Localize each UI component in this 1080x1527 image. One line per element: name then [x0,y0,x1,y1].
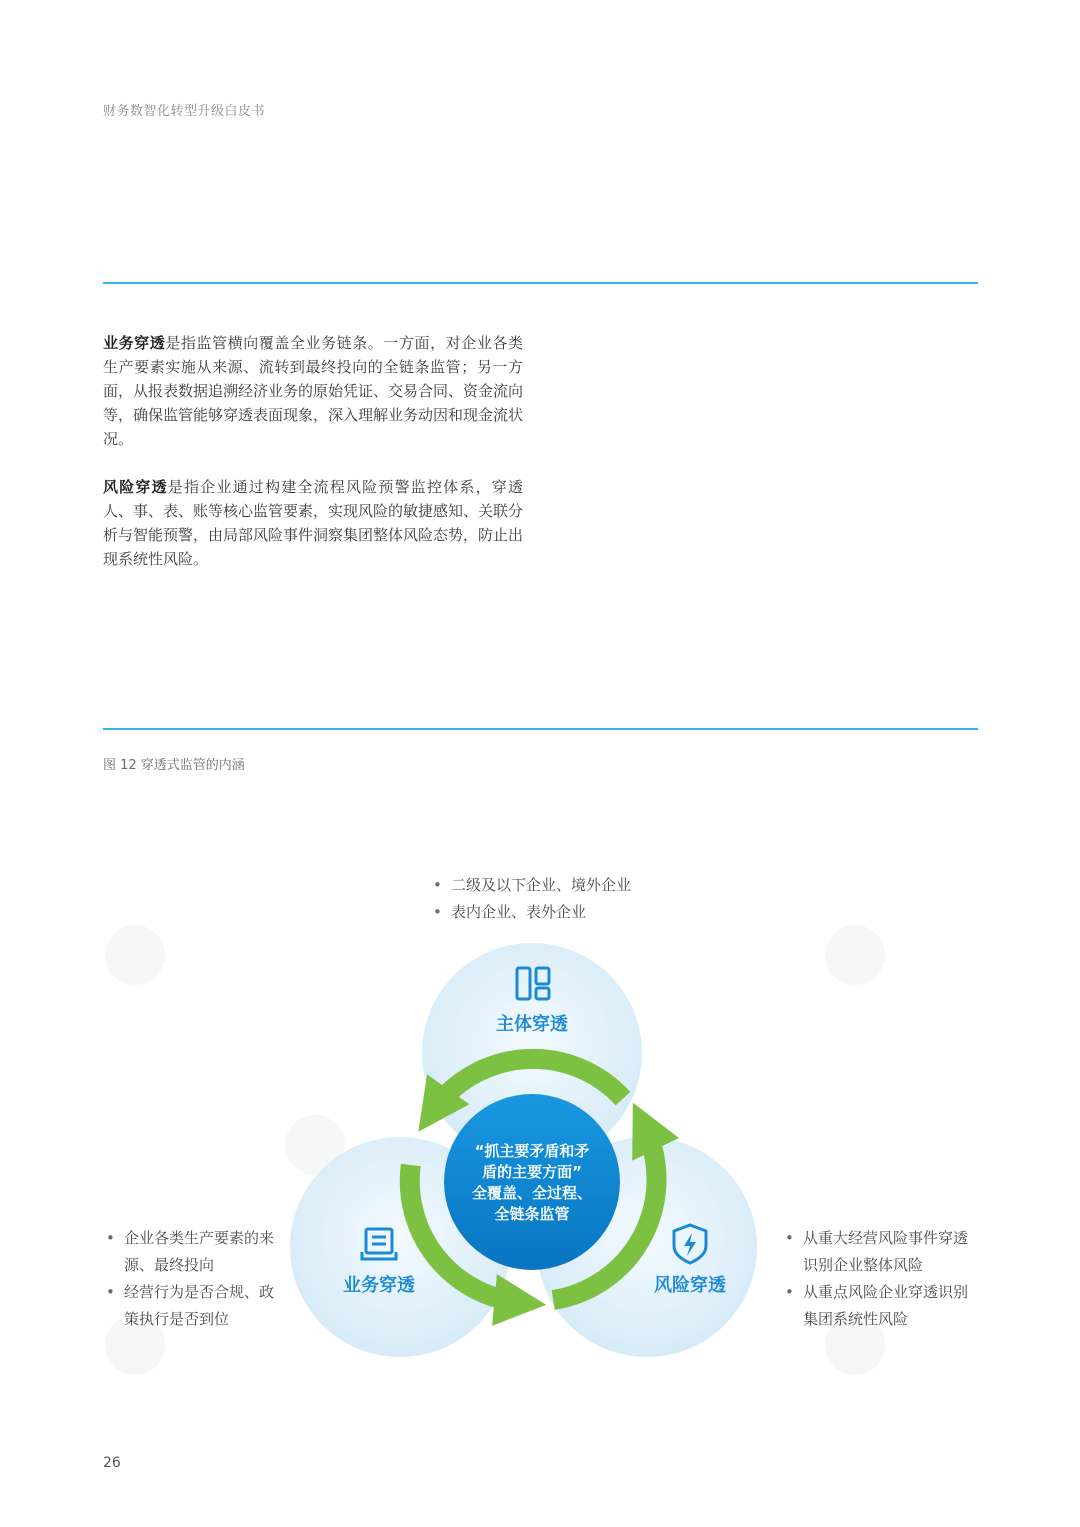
page-number: 26 [103,1455,121,1471]
list-item: • 企业各类生产要素的来源、最终投向 [104,1225,286,1279]
running-header: 财务数智化转型升级白皮书 [103,104,266,119]
list-item: • 二级及以下企业、境外企业 [431,872,631,899]
bullets-risk [783,1225,973,1333]
label-risk: 风险穿透 [654,1275,726,1296]
term-business: 业务穿透 [103,334,166,352]
center-line-1: “抓主要矛盾和矛 [474,1142,590,1160]
bullets-entity [431,872,631,926]
label-entity: 主体穿透 [496,1014,568,1035]
label-business: 业务穿透 [343,1275,415,1296]
list-item: • 经营行为是否合规、政策执行是否到位 [104,1279,286,1333]
paragraph-risk-text: 是指企业通过构建全流程风险预警监控体系，穿透人、事、表、账等核心监管要素，实现风险的敏捷感知、关联分析与智能预警，由局部风险事件洞察集团整体风险态势，防止出现系统性风险。 [103,478,524,568]
body-text [103,331,523,595]
list-item: • 表内企业、表外企业 [431,899,631,926]
paragraph-business [103,331,523,451]
term-risk: 风险穿透 [103,478,168,496]
top-divider [103,282,978,284]
list-item: • 从重大经营风险事件穿透识别企业整体风险 [783,1225,973,1279]
center-circle [444,1094,620,1270]
watermark-logo-icon [825,925,885,985]
center-line-2: 盾的主要方面” [482,1163,582,1181]
paragraph-business-text: 是指监管横向覆盖全业务链条。一方面，对企业各类生产要素实施从来源、流转到最终投向的全链条监管；另一方面，从报表数据追溯经济业务的原始凭证、交易合同、资金流向等，确保监管能够穿透表面现象，深入理解业务动因和现金流状况。 [103,334,524,448]
bullets-business [104,1225,286,1333]
list-item: • 从重点风险企业穿透识别集团系统性风险 [783,1279,973,1333]
center-line-3: 全覆盖、全过程、 [471,1184,593,1202]
center-line-4: 全链条监管 [494,1205,570,1223]
figure-caption: 图 12 穿透式监管的内涵 [103,758,245,773]
watermark-logo-icon [105,925,165,985]
paragraph-risk [103,475,523,571]
figure-divider [103,728,978,730]
